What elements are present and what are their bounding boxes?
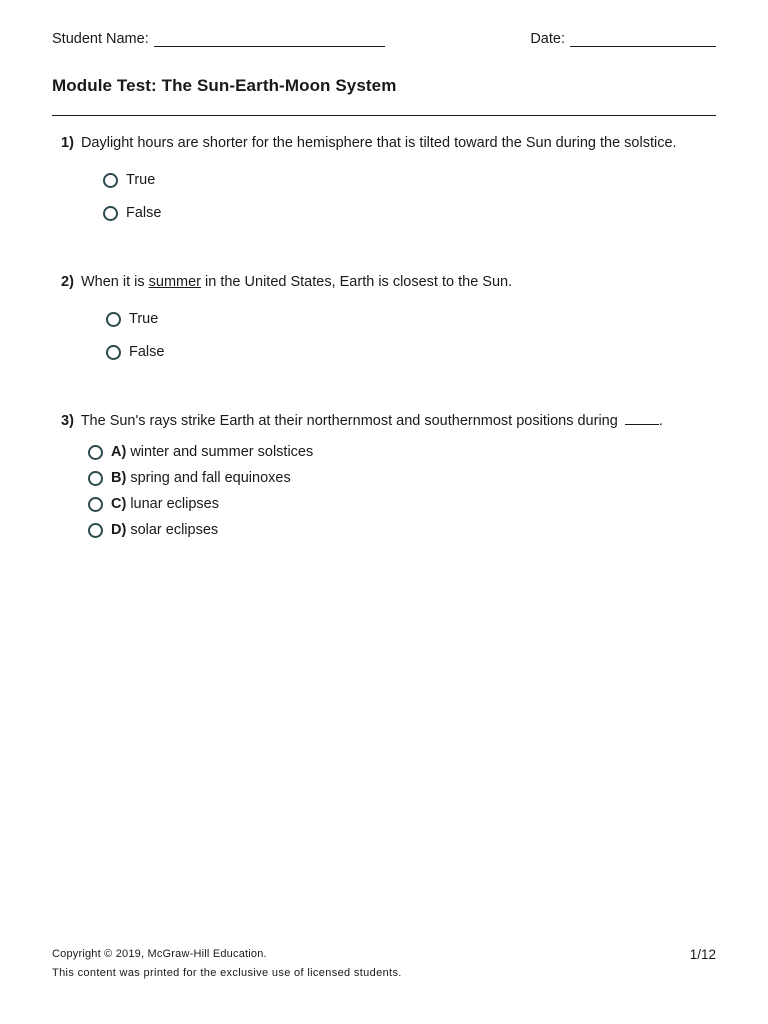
radio-icon[interactable] (103, 206, 118, 221)
question-3-text-after: . (658, 413, 663, 429)
option-label: solar eclipses (130, 522, 219, 538)
option-label: False (129, 344, 165, 360)
option-letter: D) (111, 522, 127, 538)
radio-icon[interactable] (103, 173, 118, 188)
footer-copyright: Copyright © 2019, McGraw-Hill Education. (52, 948, 267, 960)
option-label: lunar eclipses (130, 496, 219, 512)
option-label: True (129, 311, 159, 327)
question-3-text-before: The Sun's rays strike Earth at their northernmost and southernmost positions during (80, 413, 622, 429)
radio-icon[interactable] (88, 523, 103, 538)
question-2 (61, 274, 512, 290)
date-label: Date: (530, 31, 565, 47)
question-3 (61, 413, 663, 429)
option-label: winter and summer solstices (130, 444, 314, 460)
question-1-number: 1) (61, 135, 74, 151)
student-name-label: Student Name: (52, 31, 149, 47)
question-3-option-c[interactable] (88, 496, 219, 512)
question-2-option-true[interactable] (106, 311, 158, 327)
option-letter: C) (111, 496, 127, 512)
question-2-text-before: When it is (80, 274, 149, 290)
question-3-option-a[interactable] (88, 444, 313, 460)
radio-icon[interactable] (106, 345, 121, 360)
answer-blank (625, 414, 659, 425)
option-label: spring and fall equinoxes (130, 470, 291, 486)
question-3-number: 3) (61, 413, 74, 429)
header-fields (52, 31, 716, 51)
radio-icon[interactable] (88, 471, 103, 486)
page-title: Module Test: The Sun-Earth-Moon System (52, 76, 397, 95)
question-2-text-after: in the United States, Earth is closest to the Sun. (201, 274, 513, 290)
student-name-line[interactable] (154, 32, 385, 47)
option-label: True (126, 172, 156, 188)
radio-icon[interactable] (106, 312, 121, 327)
question-1-option-false[interactable] (103, 205, 161, 221)
date-line[interactable] (570, 32, 716, 47)
question-3-option-d[interactable] (88, 522, 218, 538)
option-label: False (126, 205, 162, 221)
question-3-option-b[interactable] (88, 470, 291, 486)
date-field (530, 31, 716, 47)
question-2-option-false[interactable] (106, 344, 164, 360)
question-1-text: Daylight hours are shorter for the hemisphere that is tilted toward the Sun during the solstice. (80, 135, 677, 151)
question-1 (61, 135, 677, 151)
option-letter: B) (111, 470, 127, 486)
question-1-option-true[interactable] (103, 172, 155, 188)
option-letter: A) (111, 444, 127, 460)
student-name-field (52, 31, 385, 47)
footer-license-note: This content was printed for the exclusive use of licensed students. (52, 967, 402, 979)
radio-icon[interactable] (88, 445, 103, 460)
question-2-underlined-word: summer (148, 274, 201, 290)
page-number: 1/12 (689, 947, 716, 962)
radio-icon[interactable] (88, 497, 103, 512)
title-divider (52, 115, 716, 116)
question-2-number: 2) (61, 274, 74, 290)
